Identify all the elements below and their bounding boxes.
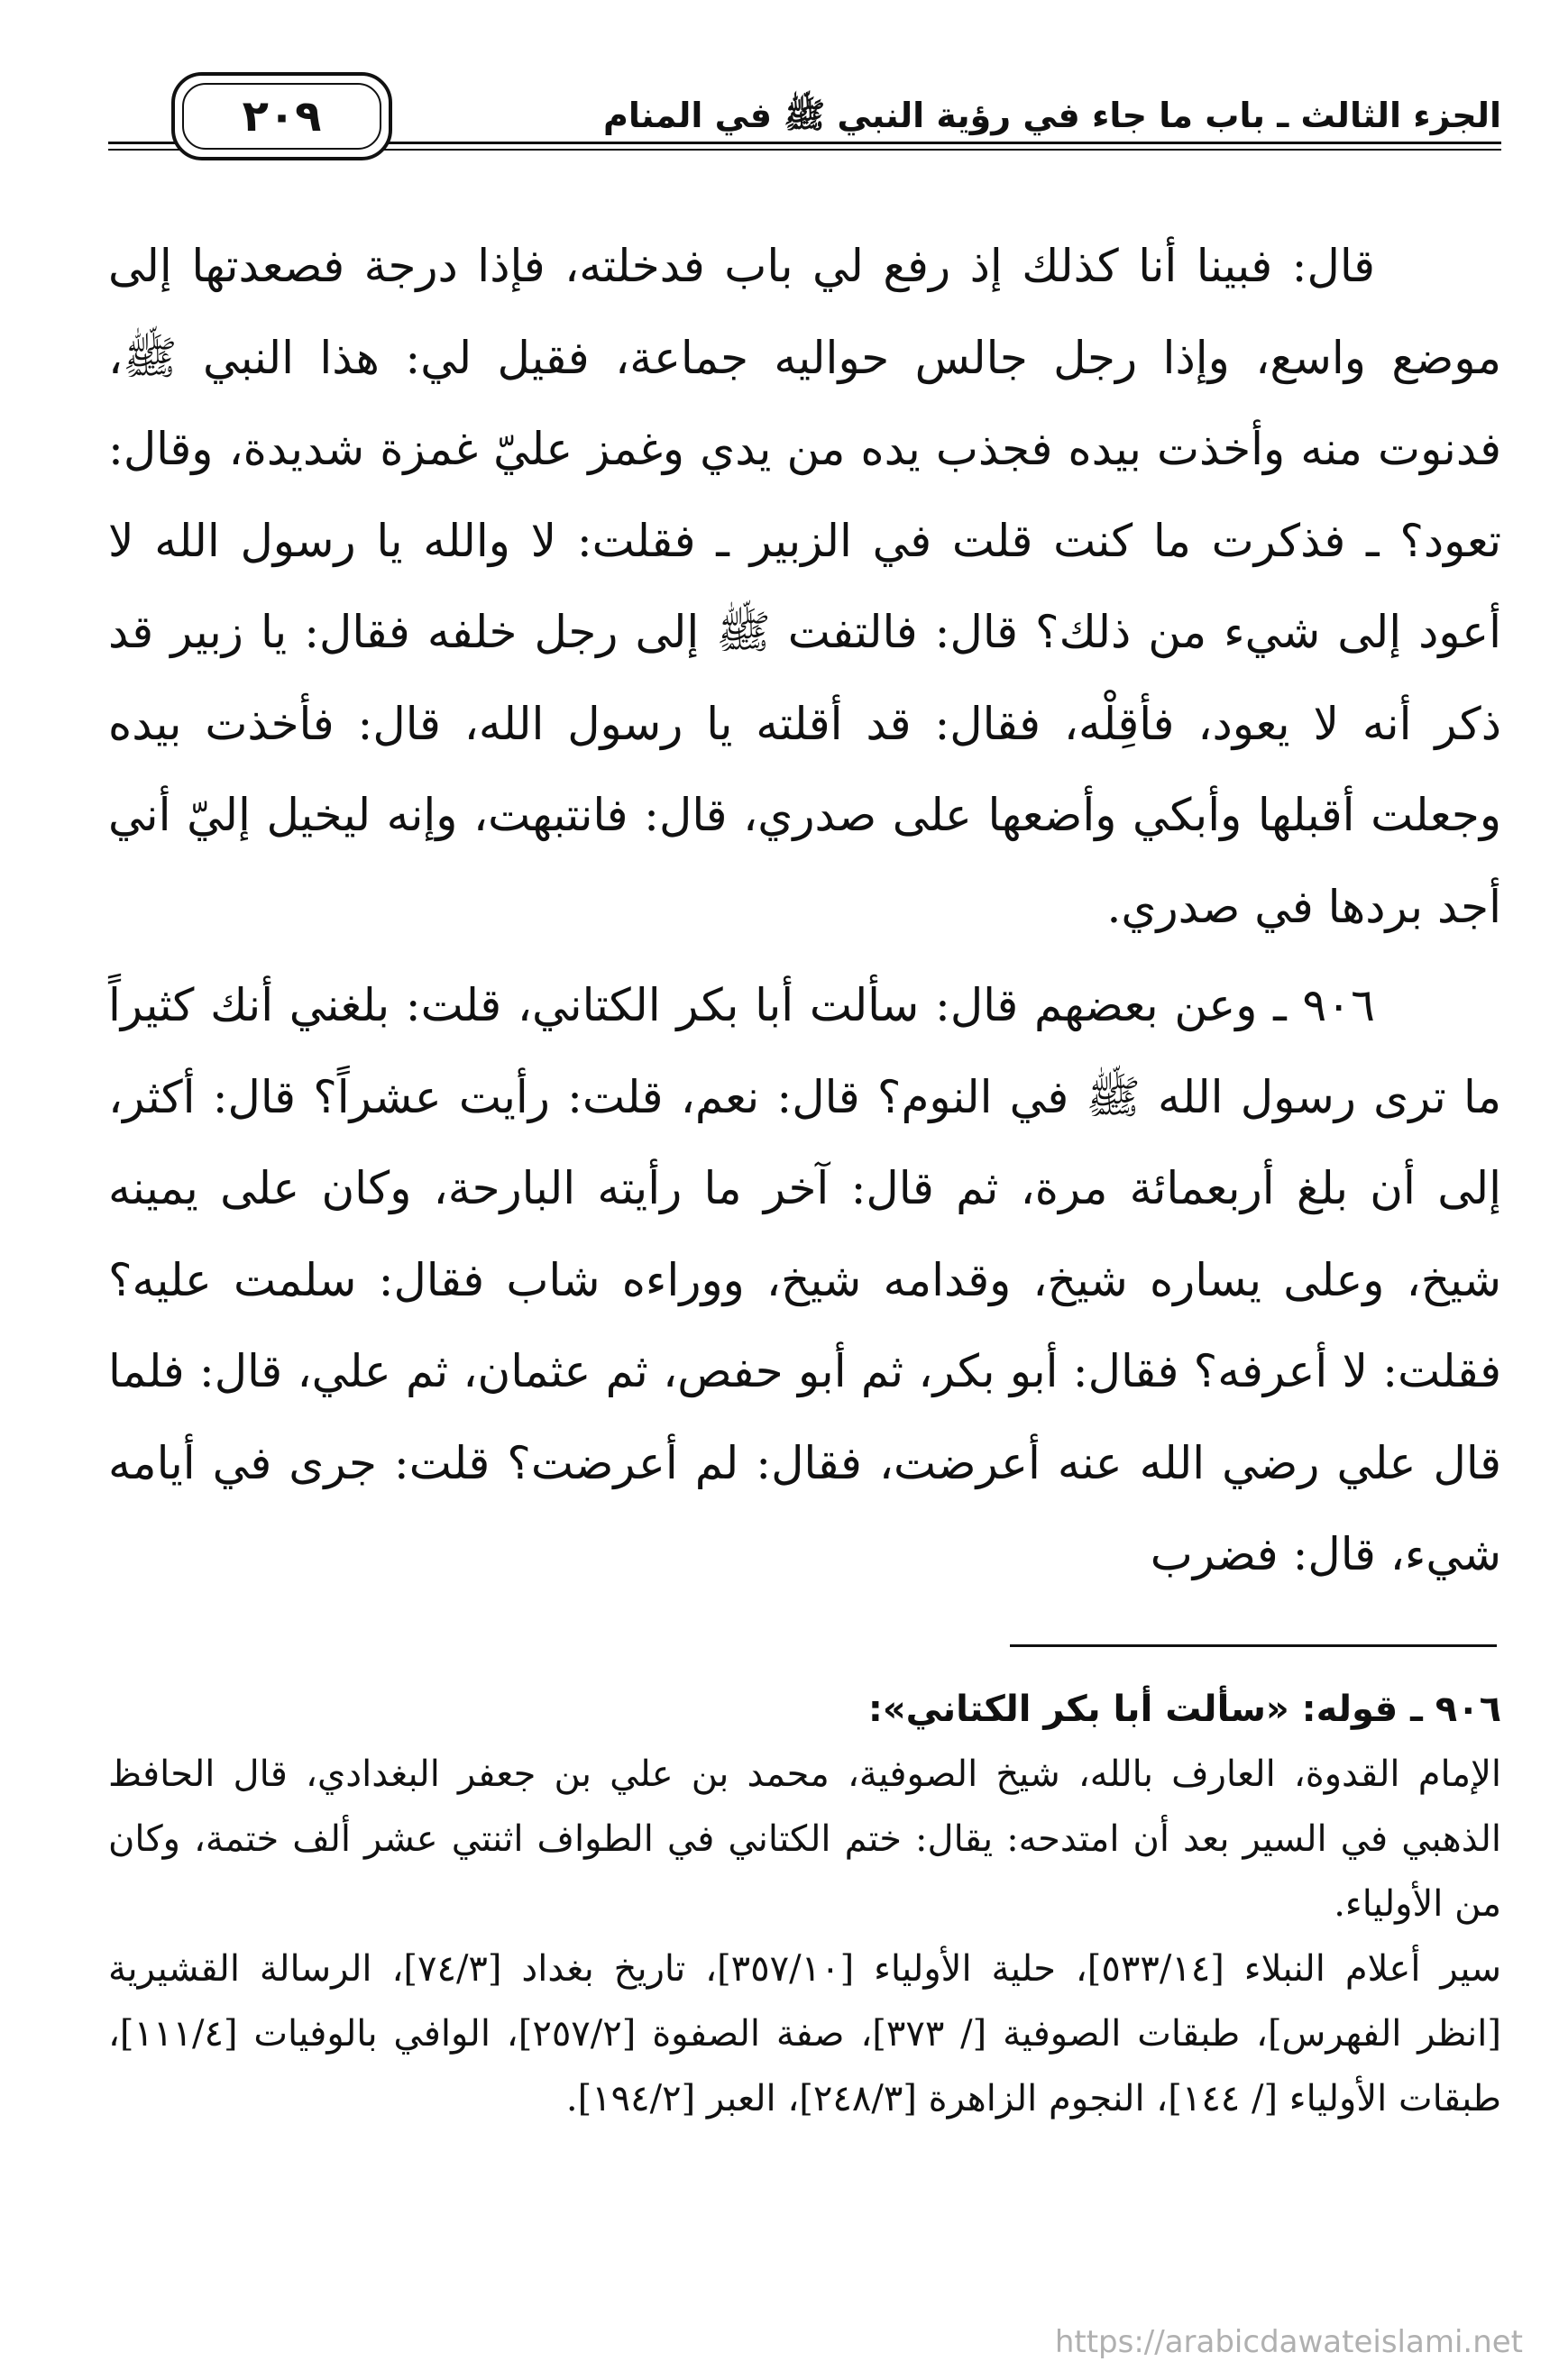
footnote-heading: ٩٠٦ ـ قوله: «سألت أبا بكر الكتاني»: xyxy=(867,1689,1501,1730)
page-header xyxy=(108,77,1501,158)
footnote-separator xyxy=(1010,1644,1497,1647)
footnote-biography: الإمام القدوة، العارف بالله، شيخ الصوفية، محمد بن علي بن جعفر البغدادي، قال الحافظ الذهبي في السير بعد أن امتدحه: يقال: ختم الكتاني في الطواف اثنتي عشر ألف ختمة، وكان من الأولياء. xyxy=(108,1753,1501,1925)
footnotes xyxy=(108,1677,1501,2131)
paragraph-dream-continuation: قال: فبينا أنا كذلك إذ رفع لي باب فدخلته، فإذا درجة فصعدتها إلى موضع واسع، وإذا رجل جالس حواليه جماعة، فقيل لي: هذا النبي ﷺ، فدنوت منه وأخذت بيده فجذب يده من يدي وغمز عليّ غمزة شديدة، وقال: تعود؟ ـ فذكرت ما كنت قلت في الزبير ـ فقلت: لا والله يا رسول الله لا أعود إلى شيء من ذلك؟ قال: فالتفت ﷺ إلى رجل خلفه فقال: يا زبير قد ذكر أنه لا يعود، فأقِلْه، فقال: قد أقلته يا رسول الله، قال: فأخذت بيده وجعلت أقبلها وأبكي وأضعها على صدري، قال: فانتبهت، وإنه ليخيل إليّ أني أجد بردها في صدري. xyxy=(108,240,1501,933)
page-number-frame xyxy=(171,72,392,160)
watermark-url: https://arabicdawateislami.net xyxy=(1054,2324,1523,2360)
page-number: ٢٠٩ xyxy=(182,83,381,150)
paragraph-906: ٩٠٦ ـ وعن بعضهم قال: سألت أبا بكر الكتاني، قلت: بلغني أنك كثيراً ما ترى رسول الله ﷺ في النوم؟ قال: نعم، قلت: رأيت عشراً؟ قال: أكثر، إلى أن بلغ أربعمائة مرة، ثم قال: آخر ما رأيته البارحة، وكان على يمينه شيخ، وعلى يساره شيخ، وقدامه شيخ، ووراءه شاب فقال: سلمت عليه؟ فقلت: لا أعرفه؟ فقال: أبو بكر، ثم أبو حفص، ثم عثمان، ثم علي، قال: فلما قال علي رضي الله عنه أعرضت، فقال: لم أعرضت؟ قلت: جرى في أيامه شيء، قال: فضرب xyxy=(108,979,1501,1580)
main-text xyxy=(108,221,1501,1601)
running-title: الجزء الثالث ـ باب ما جاء في رؤية النبي ﷺ في المنام xyxy=(603,96,1501,135)
footnote-sources: سير أعلام النبلاء [٥٣٣/١٤]، حلية الأولياء [٣٥٧/١٠]، تاريخ بغداد [٧٤/٣]، الرسالة القشيرية [انظر الفهرس]، طبقات الصوفية [/ ٣٧٣]، صفة الصفوة [٢٥٧/٢]، الوافي بالوفيات [١١١/٤]، طبقات الأولياء [/ ١٤٤]، النجوم الزاهرة [٢٤٨/٣]، العبر [١٩٤/٢]. xyxy=(108,1948,1501,2119)
